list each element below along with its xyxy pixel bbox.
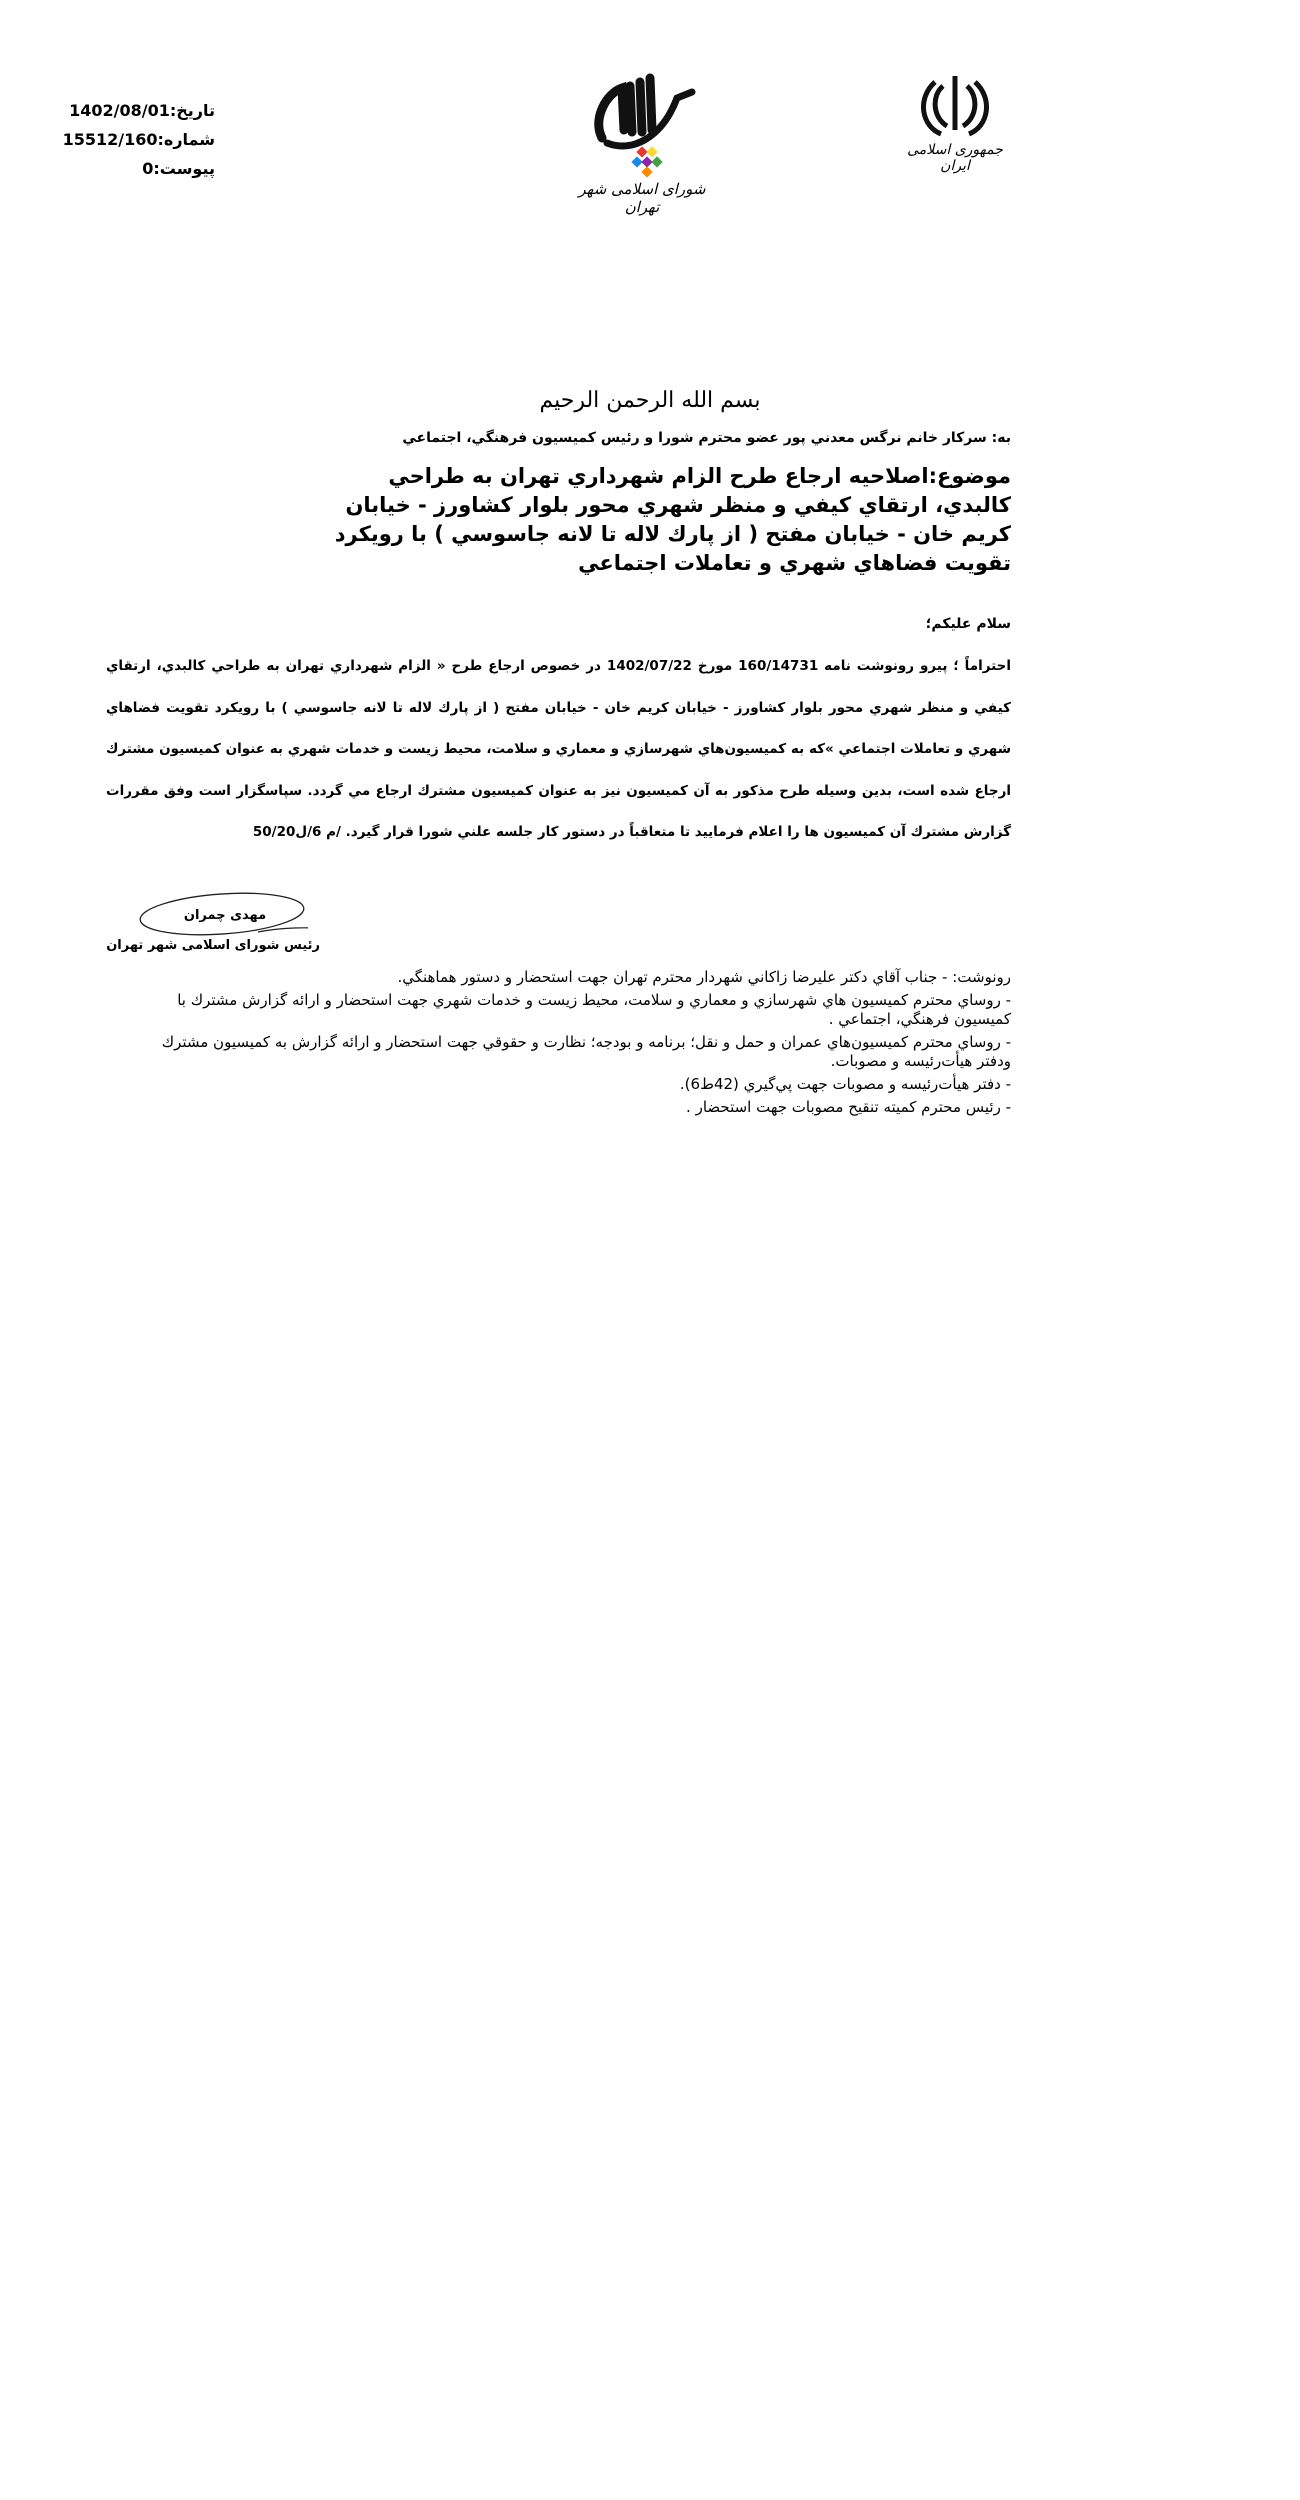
council-logo-text: شورای اسلامی شهر تهران [578,180,706,216]
recipient-line: به: سركار خانم نرگس معدني پور عضو محترم شورا و رئيس كميسيون فرهنگي، اجتماعي [402,430,1011,446]
iran-emblem-icon [895,70,1015,142]
signatory-title: رئيس شورای اسلامی شهر تهران [106,938,320,953]
letter-meta [62,96,215,183]
iran-emblem-text: جمهوری اسلامی ایران [907,142,1003,174]
carbon-copy-list [151,968,1011,1121]
letter-body: احتراماً ؛ پيرو رونوشت نامه 160/14731 مورخ 1402/07/22 در خصوص ارجاع طرح « الزام شهرداري تهران به طراحي كالبدي، ارتقاي كيفي و منظر شهري محور بلوار كشاورز - خيابان كريم خان - خيابان مفتح ( از پارك لاله تا لانه جاسوسي ) با رويكرد تقويت فضاهاي شهري و تعاملات اجتماعي »كه به كميسيون‌هاي شهرسازي و معماري و سلامت، محيط زيست و خدمات شهري به عنوان كميسيون مشترك ارجاع شده است، بدين وسيله طرح مذكور به آن كميسيون نيز به عنوان كميسيون مشترك ارجاع مي گردد. سپاسگزار است وفق مقررات گزارش مشترك آن كميسيون ها را اعلام فرماييد تا متعاقباً در دستور كار جلسه علني شورا قرار گيرد. /م 6/ل50/20 [106,658,1011,840]
cc-item: - روساي محترم كميسيون‌هاي عمران و حمل و نقل؛ برنامه و بودجه؛ نظارت و حقوقي جهت استحضار و ارائه گزارش به كميسيون مشترك ودفتر هيأت‌رئيسه و مصوبات. [161,1033,1011,1070]
letter-date: تاريخ:1402/08/01 [69,101,215,120]
cc-item: رونوشت: - جناب آقاي دكتر عليرضا زاكاني شهردار محترم تهران جهت استحضار و دستور هماهنگي. [397,968,1011,986]
signatory-name: مهدی چمران [183,908,267,923]
greeting: سلام عليكم؛ [925,616,1011,632]
letter-subject: موضوع:اصلاحيه ارجاع طرح الزام شهرداري تهران به طراحي كالبدي، ارتقاي كيفي و منظر شهري محور بلوار كشاورز - خيابان كريم خان - خيابان مفتح ( از پارك لاله تا لانه جاسوسي ) با رويكرد تقويت فضاهاي شهري و تعاملات اجتماعي [334,464,1011,575]
basmala: بسم الله الرحمن الرحيم [539,388,761,413]
tehran-council-logo [562,68,722,216]
letter-number: شماره:15512/160 [62,130,215,149]
cc-item: - رئيس محترم كميته تنقيح مصوبات جهت استحضار . [686,1098,1011,1116]
council-logo-icon [562,68,722,180]
signature-block [106,890,325,960]
iran-emblem [895,70,1015,180]
letter-attachment: پيوست:0 [142,159,215,178]
cc-item: - دفتر هيأت‌رئيسه و مصوبات جهت پي‌گيري (42ط6). [679,1075,1011,1093]
cc-item: - روساي محترم كميسيون هاي شهرسازي و معماري و سلامت، محيط زيست و خدمات شهري جهت استحضار و ارائه گزارش مشترك با كميسيون فرهنگي، اجتماعي . [177,991,1011,1028]
